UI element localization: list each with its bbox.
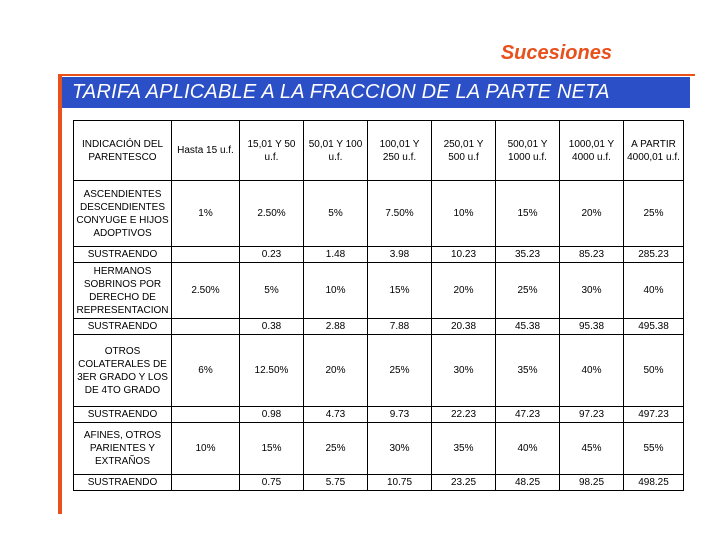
header-cell-bracket-8: A PARTIR 4000,01 u.f. (624, 121, 684, 181)
subtrahend-label: SUSTRAENDO (74, 407, 172, 423)
title-rule-horizontal (58, 74, 695, 76)
rate-cell: 6% (172, 335, 240, 407)
title-rule-vertical (58, 74, 62, 514)
subtrahend-cell: 3.98 (368, 247, 432, 263)
rate-cell: 35% (432, 423, 496, 475)
subtrahend-cell: 98.25 (560, 475, 624, 491)
subtrahend-label: SUSTRAENDO (74, 319, 172, 335)
header-cell-bracket-1: Hasta 15 u.f. (172, 121, 240, 181)
rate-cell: 15% (368, 263, 432, 319)
rate-cell: 5% (304, 181, 368, 247)
category-cell: HERMANOS SOBRINOS POR DERECHO DE REPRESENTACION (74, 263, 172, 319)
slide-title: Sucesiones (500, 42, 612, 64)
rate-cell: 30% (432, 335, 496, 407)
rate-cell: 20% (560, 181, 624, 247)
subtrahend-label: SUSTRAENDO (74, 475, 172, 491)
subtrahend-label: SUSTRAENDO (74, 247, 172, 263)
subtrahend-empty-cell (172, 475, 240, 491)
subtrahend-cell: 0.38 (240, 319, 304, 335)
subtrahend-empty-cell (172, 319, 240, 335)
subtrahend-row (74, 319, 684, 335)
subtrahend-cell: 1.48 (304, 247, 368, 263)
rate-cell: 35% (496, 335, 560, 407)
rate-cell: 30% (560, 263, 624, 319)
subtrahend-cell: 497.23 (624, 407, 684, 423)
rate-cell: 10% (172, 423, 240, 475)
subtrahend-cell: 5.75 (304, 475, 368, 491)
subtrahend-cell: 47.23 (496, 407, 560, 423)
rate-cell: 45% (560, 423, 624, 475)
category-cell: OTROS COLATERALES DE 3ER GRADO Y LOS DE 4TO GRADO (74, 335, 172, 407)
rate-cell: 20% (304, 335, 368, 407)
subtrahend-cell: 45.38 (496, 319, 560, 335)
subtrahend-cell: 0.23 (240, 247, 304, 263)
header-cell-parentesco: INDICACIÓN DEL PARENTESCO (74, 121, 172, 181)
rate-cell: 40% (624, 263, 684, 319)
subtrahend-cell: 10.23 (432, 247, 496, 263)
header-cell-bracket-5: 250,01 Y 500 u.f (432, 121, 496, 181)
rate-cell: 15% (496, 181, 560, 247)
subtrahend-cell: 7.88 (368, 319, 432, 335)
table-banner: TARIFA APLICABLE A LA FRACCION DE LA PARTE NETA (62, 77, 690, 108)
subtrahend-cell: 498.25 (624, 475, 684, 491)
subtrahend-cell: 10.75 (368, 475, 432, 491)
rate-cell: 12.50% (240, 335, 304, 407)
tarifa-body (74, 121, 684, 491)
header-row (74, 121, 684, 181)
subtrahend-cell: 285.23 (624, 247, 684, 263)
rate-cell: 25% (496, 263, 560, 319)
category-cell: AFINES, OTROS PARIENTES Y EXTRAÑOS (74, 423, 172, 475)
rate-cell: 30% (368, 423, 432, 475)
rate-cell: 5% (240, 263, 304, 319)
subtrahend-cell: 35.23 (496, 247, 560, 263)
header-cell-bracket-2: 15,01 Y 50 u.f. (240, 121, 304, 181)
subtrahend-cell: 95.38 (560, 319, 624, 335)
subtrahend-row (74, 247, 684, 263)
category-cell: ASCENDIENTES DESCENDIENTES CONYUGE E HIJOS ADOPTIVOS (74, 181, 172, 247)
rate-row (74, 181, 684, 247)
rate-row (74, 335, 684, 407)
rate-cell: 15% (240, 423, 304, 475)
header-cell-bracket-4: 100,01 Y 250 u.f. (368, 121, 432, 181)
rate-cell: 25% (624, 181, 684, 247)
rate-cell: 40% (560, 335, 624, 407)
rate-cell: 2.50% (172, 263, 240, 319)
subtrahend-cell: 495.38 (624, 319, 684, 335)
subtrahend-cell: 4.73 (304, 407, 368, 423)
subtrahend-cell: 2.88 (304, 319, 368, 335)
rate-row (74, 263, 684, 319)
header-cell-bracket-3: 50,01 Y 100 u.f. (304, 121, 368, 181)
rate-cell: 25% (368, 335, 432, 407)
rate-cell: 40% (496, 423, 560, 475)
header-cell-bracket-7: 1000,01 Y 4000 u.f. (560, 121, 624, 181)
rate-cell: 2.50% (240, 181, 304, 247)
header-cell-bracket-6: 500,01 Y 1000 u.f. (496, 121, 560, 181)
subtrahend-row (74, 475, 684, 491)
rate-cell: 10% (304, 263, 368, 319)
subtrahend-empty-cell (172, 407, 240, 423)
subtrahend-cell: 23.25 (432, 475, 496, 491)
rate-cell: 10% (432, 181, 496, 247)
subtrahend-cell: 0.98 (240, 407, 304, 423)
rate-row (74, 423, 684, 475)
subtrahend-cell: 97.23 (560, 407, 624, 423)
subtrahend-cell: 48.25 (496, 475, 560, 491)
subtrahend-cell: 22.23 (432, 407, 496, 423)
rate-cell: 7.50% (368, 181, 432, 247)
rate-cell: 20% (432, 263, 496, 319)
subtrahend-empty-cell (172, 247, 240, 263)
rate-cell: 55% (624, 423, 684, 475)
subtrahend-row (74, 407, 684, 423)
rate-cell: 25% (304, 423, 368, 475)
subtrahend-cell: 20.38 (432, 319, 496, 335)
subtrahend-cell: 9.73 (368, 407, 432, 423)
subtrahend-cell: 85.23 (560, 247, 624, 263)
subtrahend-cell: 0.75 (240, 475, 304, 491)
rate-cell: 1% (172, 181, 240, 247)
rate-cell: 50% (624, 335, 684, 407)
tarifa-table (73, 120, 684, 491)
